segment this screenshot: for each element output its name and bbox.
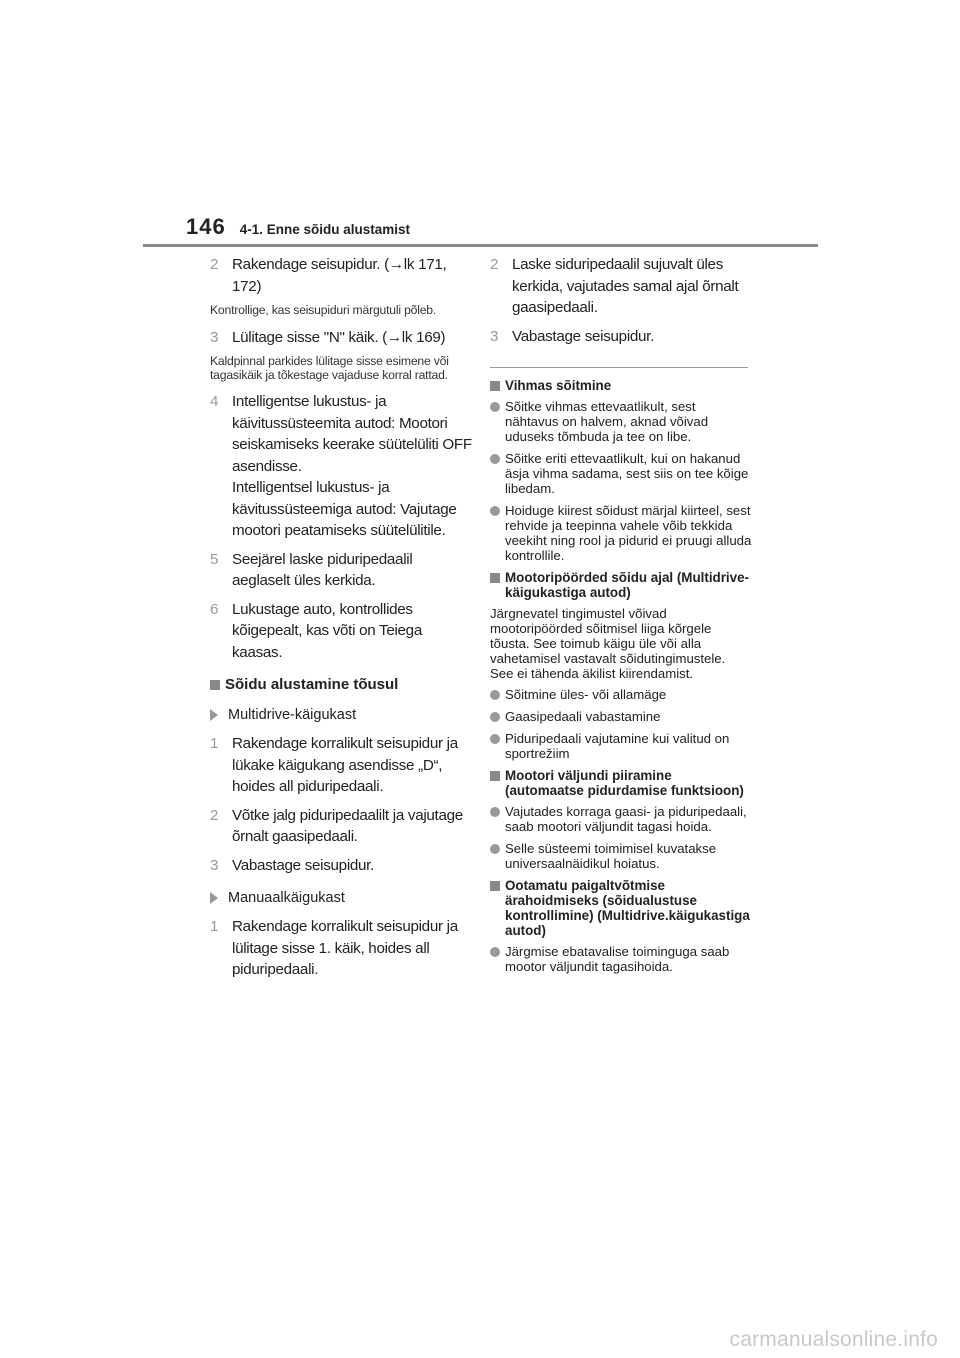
step-text: Seejärel laske piduripedaalil aeglaselt üles kerkida. bbox=[232, 550, 413, 590]
step-text: Rakendage korralikult seisupidur ja lükake käigukang asendisse „D“, hoides all piduripedaali. bbox=[232, 735, 458, 796]
bullet-item: Sõitke eriti ettevaatlikult, kui on hakanud äsja vihma sadama, sest siis on tee kõige libedam. bbox=[490, 451, 752, 496]
circle-bullet-icon bbox=[490, 947, 500, 957]
step-3-neutral bbox=[210, 327, 472, 349]
square-bullet-icon bbox=[490, 381, 500, 391]
circle-bullet-icon bbox=[490, 402, 500, 412]
step-text: Rakendage korralikult seisupidur ja lülitage sisse 1. käik, hoides all piduripedaali. bbox=[232, 918, 458, 979]
step-number: 3 bbox=[210, 856, 219, 874]
heading-rain: Vihmas sõitmine bbox=[490, 378, 752, 393]
subheading-multidrive: Multidrive-käigukast bbox=[210, 705, 472, 725]
step-text-b: Intelligentsel lukustus- ja kävitussüsteemiga autod: Vajutage mootori peatamiseks süütelülitile. bbox=[232, 479, 457, 540]
bullet-item: Sõitke vihmas ettevaatlikult, sest nähtavus on halvem, aknad võivad uduseks tõmbuda ja tee on libe. bbox=[490, 399, 752, 444]
circle-bullet-icon bbox=[490, 807, 500, 817]
step-text: Võtke jalg piduripedaalilt ja vajutage õrnalt gaasipedaali. bbox=[232, 806, 463, 846]
step-text: Vabastage seisupidur. bbox=[512, 327, 655, 345]
multidrive-step-1 bbox=[210, 733, 472, 798]
right-column bbox=[490, 254, 752, 981]
bullet-item: Selle süsteemi toimimisel kuvatakse universaalnäidikul hoiatus. bbox=[490, 841, 752, 871]
step-number: 6 bbox=[210, 600, 219, 618]
bullet-item: Vajutades korraga gaasi- ja piduripedaali, saab mootori väljundit tagasi hoida. bbox=[490, 804, 752, 834]
step-text: Lukustage auto, kontrollides kõigepealt, kas võti on Teiega kaasas. bbox=[232, 600, 422, 661]
manual-step-2 bbox=[490, 254, 752, 319]
circle-bullet-icon bbox=[490, 734, 500, 744]
section-title: 4-1. Enne sõidu alustamist bbox=[239, 222, 411, 237]
bullet-item: Sõitmine üles- või allamäge bbox=[490, 687, 752, 702]
step-text: Lülitage sisse "N" käik. (→lk 169) bbox=[232, 328, 446, 346]
bullet-item: Piduripedaali vajutamine kui valitud on sportrežiim bbox=[490, 731, 752, 761]
left-column bbox=[210, 254, 472, 988]
step-number: 4 bbox=[210, 393, 219, 411]
subheading-manual: Manuaalkäigukast bbox=[210, 888, 472, 908]
multidrive-step-3 bbox=[210, 855, 472, 877]
triangle-arrow-icon bbox=[210, 892, 218, 904]
bullet-item: Gaasipedaali vabastamine bbox=[490, 709, 752, 724]
step-number: 1 bbox=[210, 735, 219, 753]
circle-bullet-icon bbox=[490, 844, 500, 854]
heading-output-limit: Mootori väljundi piiramine (automaatse pidurdamise funktsioon) bbox=[490, 768, 752, 798]
note-indicator: Kontrollige, kas seisupiduri märgutuli põleb. bbox=[210, 303, 437, 317]
header-rule bbox=[143, 244, 818, 247]
circle-bullet-icon bbox=[490, 690, 500, 700]
heading-unexpected-start: Ootamatu paigaltvõtmise ärahoidmiseks (sõidualustuse kontrollimine) (Multidrive.käigukastiga autod) bbox=[490, 878, 752, 938]
heading-engine-rpm: Mootoripöörded sõidu ajal (Multidrive-käigukastiga autod) bbox=[490, 570, 752, 600]
step-text: Vabastage seisupidur. bbox=[232, 856, 375, 874]
circle-bullet-icon bbox=[490, 712, 500, 722]
step-number: 5 bbox=[210, 550, 219, 568]
manual-step-3 bbox=[490, 326, 752, 348]
step-text: Rakendage seisupidur. (→lk 171, 172) bbox=[232, 256, 447, 295]
heading-hill-start: Sõidu alustamine tõusul bbox=[210, 675, 472, 695]
page-number: 146 bbox=[186, 214, 226, 239]
step-2-parking-brake bbox=[210, 254, 472, 297]
bullet-item: Hoiduge kiirest sõidust märjal kiirteel, sest rehvide ja teepinna vahele võib tekkida veekiht ning rool ja pidurid ei pruugi alluda kontrollile. bbox=[490, 503, 752, 563]
step-text-a: Intelligentse lukustus- ja käivitussüsteemita autod: Mootori seiskamiseks keerake süütelüliti OFF asendisse. bbox=[232, 393, 472, 475]
note-slope: Kaldpinnal parkides lülitage sisse esimene või tagasikäik ja tõkestage vajaduse korral rattad. bbox=[210, 354, 449, 382]
manual-step-1 bbox=[210, 916, 472, 981]
square-bullet-icon bbox=[490, 771, 500, 781]
step-number: 3 bbox=[490, 327, 499, 345]
step-4-engine-off bbox=[210, 391, 472, 542]
step-5-release-brake bbox=[210, 549, 472, 592]
step-text: Laske siduripedaalil sujuvalt üles kerkida, vajutades samal ajal õrnalt gaasipedaali. bbox=[512, 256, 739, 316]
section-divider bbox=[490, 367, 748, 368]
paragraph-rpm: Järgnevatel tingimustel võivad mootoripöörded sõitmisel liiga kõrgele tõusta. See toimub käigu üle või alla vahetamisel vastavalt sõidutingimustele. See ei tähenda äkilist kiirendamist. bbox=[490, 606, 726, 681]
step-number: 2 bbox=[210, 806, 219, 824]
triangle-arrow-icon bbox=[210, 709, 218, 721]
bullet-item: Järgmise ebatavalise toiminguga saab mootor väljundit tagasihoida. bbox=[490, 944, 752, 974]
step-6-lock-car bbox=[210, 599, 472, 664]
watermark: carmanualsonline.info bbox=[729, 1328, 938, 1351]
step-number: 1 bbox=[210, 918, 219, 936]
square-bullet-icon bbox=[490, 881, 500, 891]
square-bullet-icon bbox=[210, 680, 220, 690]
step-number: 2 bbox=[210, 256, 219, 273]
circle-bullet-icon bbox=[490, 454, 500, 464]
page-header bbox=[186, 214, 410, 240]
circle-bullet-icon bbox=[490, 506, 500, 516]
square-bullet-icon bbox=[490, 573, 500, 583]
step-number: 2 bbox=[490, 256, 499, 273]
multidrive-step-2 bbox=[210, 805, 472, 848]
step-number: 3 bbox=[210, 328, 219, 346]
